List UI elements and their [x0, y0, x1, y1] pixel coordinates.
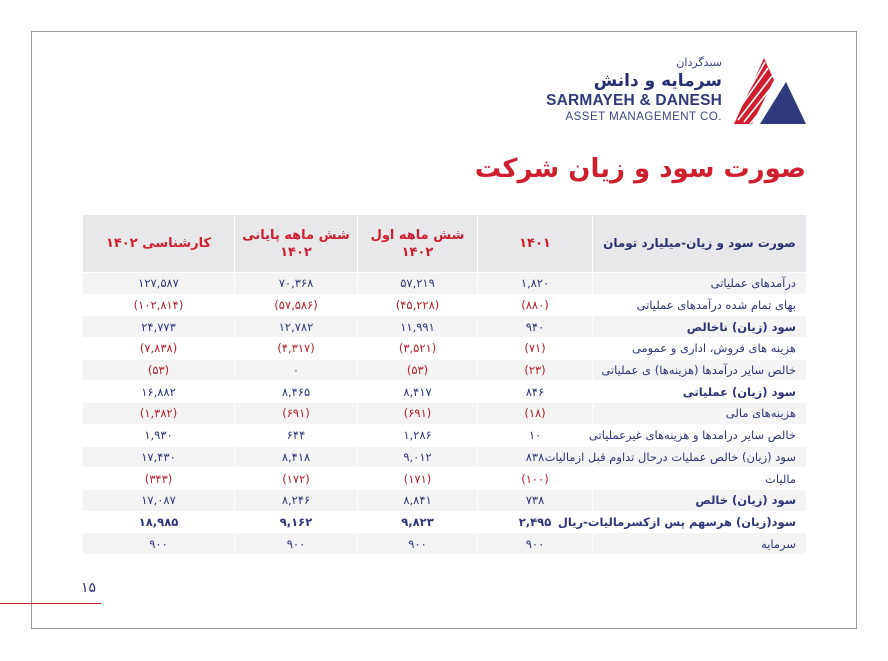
- brand-fa-small: سبدگردان: [676, 56, 722, 69]
- cell-1401: ۸۳۸: [478, 446, 593, 468]
- cell-expert-1402: ۹۰۰: [83, 533, 235, 555]
- page-number: ۱۵: [81, 580, 97, 596]
- cell-second-half-1402: ۹۰۰: [235, 533, 358, 555]
- cell-expert-1402: (۱۰۲,۸۱۴): [83, 294, 235, 316]
- cell-expert-1402: (۱,۳۸۲): [83, 403, 235, 425]
- cell-first-half-1402: ۹۰۰: [358, 533, 478, 555]
- row-label: خالص سایر درآمدها (هزینه‌ها) ی عملیاتی: [593, 359, 807, 381]
- table-row: [83, 511, 807, 533]
- cell-expert-1402: (۳۴۳): [83, 468, 235, 490]
- cell-first-half-1402: ۸,۴۱۷: [358, 381, 478, 403]
- page-number-rule: [0, 603, 101, 604]
- cell-second-half-1402: (۵۷,۵۸۶): [235, 294, 358, 316]
- cell-expert-1402: (۷,۸۳۸): [83, 338, 235, 360]
- table-row: [83, 489, 807, 511]
- cell-expert-1402: ۱,۹۳۰: [83, 424, 235, 446]
- row-label: مالیات: [593, 468, 807, 490]
- cell-first-half-1402: (۵۳): [358, 359, 478, 381]
- cell-first-half-1402: ۱۱,۹۹۱: [358, 316, 478, 338]
- cell-1401: ۸۴۶: [478, 381, 593, 403]
- row-label: درآمدهای عملیاتی: [593, 273, 807, 295]
- row-label: هزینه‌های مالی: [593, 403, 807, 425]
- cell-second-half-1402: ۰: [235, 359, 358, 381]
- row-label: سرمایه: [593, 533, 807, 555]
- header-second-half-1402: شش ماهه پایانی ۱۴۰۲: [235, 215, 358, 273]
- table-row: [83, 424, 807, 446]
- cell-second-half-1402: ۸,۲۴۶: [235, 489, 358, 511]
- cell-first-half-1402: ۹,۰۱۲: [358, 446, 478, 468]
- header-expert-1402: کارشناسی ۱۴۰۲: [83, 215, 235, 273]
- cell-expert-1402: ۱۶,۸۸۲: [83, 381, 235, 403]
- brand-en-subtitle: ASSET MANAGEMENT CO.: [565, 111, 722, 123]
- cell-1401: (۸۸۰): [478, 294, 593, 316]
- header-category: صورت سود و زیان-میلیارد تومان: [593, 215, 807, 273]
- cell-1401: (۱۸): [478, 403, 593, 425]
- cell-second-half-1402: ۷۰,۳۶۸: [235, 273, 358, 295]
- cell-1401: (۱۰۰): [478, 468, 593, 490]
- cell-first-half-1402: ۸,۸۴۱: [358, 489, 478, 511]
- header-first-half-1402: شش ماهه اول ۱۴۰۲: [358, 215, 478, 273]
- page-title: صورت سود و زیان شرکت: [474, 154, 806, 184]
- brand-en-name: SARMAYEH & DANESH: [546, 92, 722, 109]
- cell-first-half-1402: ۹,۸۲۳: [358, 511, 478, 533]
- cell-first-half-1402: (۳,۵۲۱): [358, 338, 478, 360]
- row-label: هزینه های فروش، اداری و عمومی: [593, 338, 807, 360]
- header-1401: ۱۴۰۱: [478, 215, 593, 273]
- cell-first-half-1402: ۱,۲۸۶: [358, 424, 478, 446]
- cell-second-half-1402: (۶۹۱): [235, 403, 358, 425]
- table-row: [83, 294, 807, 316]
- company-logo-icon: [734, 58, 806, 124]
- table-header-row: [83, 215, 807, 273]
- table-row: [83, 316, 807, 338]
- row-label: بهای تمام شده درآمدهای عملیاتی: [593, 294, 807, 316]
- cell-expert-1402: ۱۸,۹۸۵: [83, 511, 235, 533]
- cell-second-half-1402: ۱۲,۷۸۲: [235, 316, 358, 338]
- table-row: [83, 446, 807, 468]
- cell-first-half-1402: (۶۹۱): [358, 403, 478, 425]
- cell-second-half-1402: ۹,۱۶۲: [235, 511, 358, 533]
- table-row: [83, 273, 807, 295]
- table-row: [83, 468, 807, 490]
- cell-second-half-1402: (۱۷۲): [235, 468, 358, 490]
- cell-first-half-1402: ۵۷,۲۱۹: [358, 273, 478, 295]
- brand-block: [502, 56, 722, 124]
- table-row: [83, 381, 807, 403]
- table-row: [83, 359, 807, 381]
- cell-second-half-1402: ۸,۴۶۵: [235, 381, 358, 403]
- cell-1401: ۹۴۰: [478, 316, 593, 338]
- table-row: [83, 533, 807, 555]
- row-label: خالص سایر درامدها و هزینه‌های غیرعملیاتی: [593, 424, 807, 446]
- cell-expert-1402: ۱۷,۴۳۰: [83, 446, 235, 468]
- cell-1401: ۱,۸۲۰: [478, 273, 593, 295]
- cell-1401: ۲,۴۹۵: [478, 511, 593, 533]
- row-label: سود (زیان) عملیاتی: [593, 381, 807, 403]
- cell-1401: ۱۰: [478, 424, 593, 446]
- brand-fa-name: سرمایه و دانش: [593, 71, 722, 91]
- cell-second-half-1402: ۸,۴۱۸: [235, 446, 358, 468]
- cell-1401: (۷۱): [478, 338, 593, 360]
- cell-second-half-1402: (۴,۳۱۷): [235, 338, 358, 360]
- cell-expert-1402: ۲۴,۷۷۳: [83, 316, 235, 338]
- table-row: [83, 403, 807, 425]
- row-label: سود (زیان) خالص: [593, 489, 807, 511]
- cell-1401: (۲۳): [478, 359, 593, 381]
- cell-second-half-1402: ۶۴۴: [235, 424, 358, 446]
- row-label: سود(زیان) هرسهم پس ازکسرمالیات-ریال: [593, 511, 807, 533]
- cell-1401: ۹۰۰: [478, 533, 593, 555]
- income-statement-table: [82, 214, 807, 555]
- row-label: سود (زیان) ناخالص: [593, 316, 807, 338]
- table-row: [83, 338, 807, 360]
- row-label: سود (زیان) خالص عملیات درحال تداوم قبل ازمالیات: [593, 446, 807, 468]
- cell-first-half-1402: (۱۷۱): [358, 468, 478, 490]
- cell-1401: ۷۳۸: [478, 489, 593, 511]
- cell-expert-1402: (۵۳): [83, 359, 235, 381]
- cell-expert-1402: ۱۷,۰۸۷: [83, 489, 235, 511]
- cell-expert-1402: ۱۲۷,۵۸۷: [83, 273, 235, 295]
- cell-first-half-1402: (۴۵,۲۲۸): [358, 294, 478, 316]
